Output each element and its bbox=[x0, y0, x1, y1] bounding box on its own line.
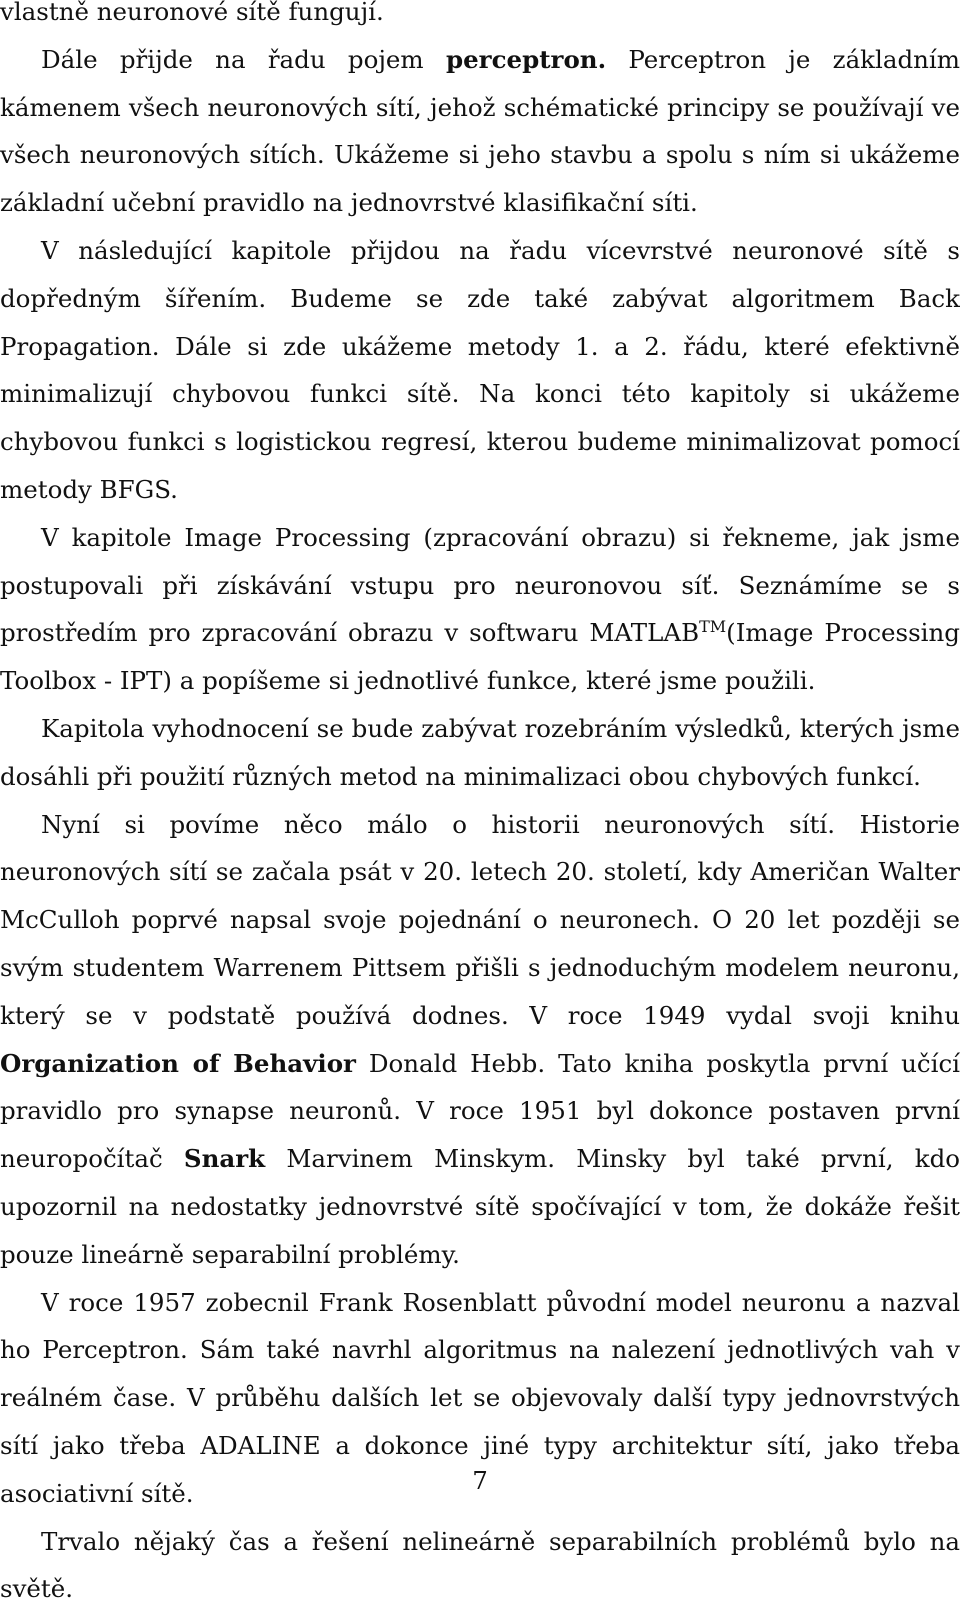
text-run: V kapitole Image Processing (zpracování obrazu) si řekneme, jak jsme postupovali při získávání vstupu pro neuronovou síť. Seznámíme se s prostředím pro zpracování obrazu v softwaru MATLAB bbox=[0, 523, 960, 648]
paragraph bbox=[0, 514, 960, 705]
text-run: Marvinem Minskym. Minsky byl také první, kdo upozornil na nedostatky jednovrstvé sítě spočívající v tom, že dokáže řešit pouze lineárně separabilní problémy. bbox=[0, 1144, 960, 1269]
bold-term: perceptron. bbox=[446, 45, 606, 74]
text-run: V roce 1957 zobecnil Frank Rosenblatt původní model neuronu a nazval ho Perceptron. Sám také navrhl algoritmus na nalezení jednotlivých vah v reálném čase. V průběhu dalších let se objevovaly další typy jednovrstvých sítí jako třeba ADALINE a dokonce jiné typy architektur sítí, jako třeba asociativní sítě. bbox=[0, 1288, 960, 1508]
paragraph bbox=[0, 1518, 960, 1613]
text-run: Nyní si povíme něco málo o historii neuronových sítí. Historie neuronových sítí se začala psát v 20. letech 20. století, kdy Američan Walter McCulloh poprvé napsal svoje pojednání o neuronech. O 20 let později se svým studentem Warrenem Pittsem přišli s jednoduchým modelem neuronu, který se v podstatě používá dodnes. V roce 1949 vydal svoji knihu bbox=[0, 810, 960, 1030]
bold-term: Snark bbox=[184, 1144, 265, 1173]
bold-term: Organization of Behavior bbox=[0, 1049, 356, 1078]
text-run: Perceptron je základním kámenem všech neuronových sítí, jehož schématické principy se používají ve všech neuronových sítích. Ukážeme si jeho stavbu a spolu s ním si ukážeme základní učební pravidlo na jednovrstvé klasifikační síti. bbox=[0, 45, 960, 217]
text-run: Dále přijde na řadu pojem bbox=[41, 45, 446, 74]
paragraph bbox=[0, 801, 960, 1279]
text-run: Kapitola vyhodnocení se bude zabývat rozebráním výsledků, kterých jsme dosáhli při použití různých metod na minimalizaci obou chybových funkcí. bbox=[0, 714, 960, 791]
paragraph bbox=[0, 0, 960, 36]
trademark-superscript: TM bbox=[699, 617, 726, 636]
paragraph bbox=[0, 705, 960, 801]
text-run: (Image Processing Toolbox - IPT) a popíšeme si jednotlivé funkce, které jsme použili. bbox=[0, 618, 960, 695]
text-run: V následující kapitole přijdou na řadu vícevrstvé neuronové sítě s dopředným šířením. Budeme se zde také zabývat algoritmem Back Propagation. Dále si zde ukážeme metody 1. a 2. řádu, které efektivně minimalizují chybovou funkci sítě. Na konci této kapitoly si ukážeme chybovou funkci s logistickou regresí, kterou budeme minimalizovat pomocí metody BFGS. bbox=[0, 236, 960, 504]
text-run: Trvalo nějaký čas a řešení nelineárně separabilních problémů bylo na světě. bbox=[0, 1527, 960, 1604]
paragraph bbox=[0, 227, 960, 514]
text-run: vlastně neuronové sítě fungují. bbox=[0, 0, 384, 26]
page-number: 7 bbox=[0, 1466, 960, 1496]
paragraph bbox=[0, 36, 960, 227]
text-run: Donald Hebb. Tato kniha poskytla první učící pravidlo pro synapse neuronů. V roce 1951 byl dokonce postaven první neuropočítač bbox=[0, 1049, 960, 1174]
